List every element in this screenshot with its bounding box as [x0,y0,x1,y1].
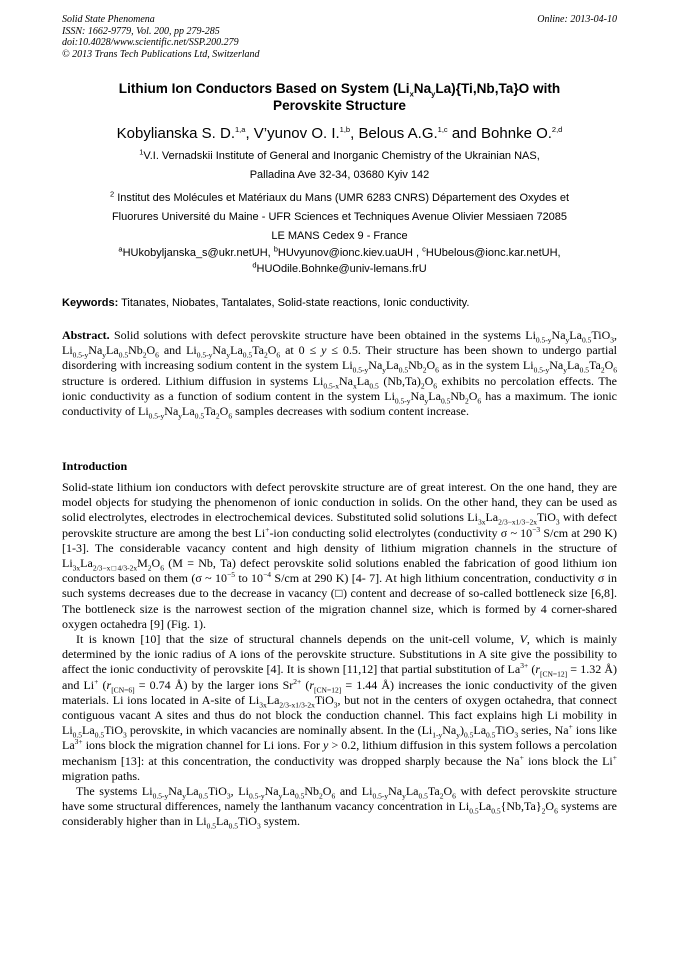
paragraph: The systems $Li_{0.5-y}Na_yLa_{0.5}TiO_3$, $Li_{0.5-y}Na_yLa_{0.5}Nb_2O_6$ and $Li_{0.5-y}Na_yLa_{0.5}Ta_2O_6$ with defect perovskite structure have some structural differences, namely the lanthanum vacancy concentration in $Li_{0.5}La_{0.5}\{Nb,Ta\}_2O_6$ systems are considerably higher than in $Li_{0.5}La_{0.5}TiO_3$ system. [62,784,617,831]
author-list: Kobylianska S. D.$^{1,a}$, V’yunov O. I.$^{1,b}$, Belous A.G.$^{1,c}$ and Bohnke O.$^{2,d}$ [116,125,563,142]
email-link[interactable]: HUkobyljanska_s@ukr.netUH, [122,247,274,259]
author-name: and Bohnke O. [447,125,552,142]
author-emails: $^a$HUkobyljanska_s@ukr.netUH, $^b$HUvyunov@ionc.kiev.uaUH , $^c$HUbelous@ionc.kar.netUH, $^d$HUOdile.Bohnke@univ-lemans.frU [118,244,561,275]
introduction-body [62,480,617,830]
journal-doi: doi:10.4028/www.scientific.net/SSP.200.279 [62,37,239,48]
journal-header [62,14,617,60]
email-link[interactable]: HUOdile.Bohnke@univ-lemans.frU [256,263,427,275]
keywords-text: Titanates, Niobates, Tantalates, Solid-state reactions, Ionic conductivity. [118,297,470,309]
email-link[interactable]: HUvyunov@ionc.kiev.uaUH , [277,247,423,259]
paper-title: Lithium Ion Conductors Based on System $(Li_xNa_yLa)\{Ti,Nb,Ta\}O$ with Perovskite Structure [118,81,561,113]
affiliation-1: $^1$V.I. Vernadskii Institute of General and Inorganic Chemistry of the Ukrainian NAS, Palladina Ave 32-34, 03680 Kyiv 142 [139,147,540,181]
abstract-label: Abstract. [62,328,110,342]
abstract: Abstract. Solid solutions with defect perovskite structure have been obtained in the systems $Li_{0.5-y}Na_yLa_{0.5}TiO_3$, $Li_{0.5-y}Na_yLa_{0.5}Nb_2O_6$ and $Li_{0.5-y}Na_yLa_{0.5}Ta_2O_6$ at 0 ≤ y ≤ 0.5. Their structure has been shown to undergo partial disordering with increasing sodium content in the system $Li_{0.5-y}Na_yLa_{0.5}Nb_2O_6$ as in the system $Li_{0.5-y}Na_yLa_{0.5}Ta_2O_6$ structure is ordered. Lithium diffusion in systems $Li_{0.5-x}Na_xLa_{0.5}$ $(Nb,Ta)_2O_6$ exhibits no percolation effects. The ionic conductivity as a function of sodium content in the system $Li_{0.5-y}Na_yLa_{0.5}Nb_2O_6$ has a maximum. The ionic conductivity of $Li_{0.5-y}Na_yLa_{0.5}Ta_2O_6$ samples decreases with sodium content increase. [62,328,618,421]
journal-copyright: © 2013 Trans Tech Publications Ltd, Switzerland [62,48,260,60]
paragraph: Solid-state lithium ion conductors with defect perovskite structure are of great interest. On the one hand, they are model objects for studying the phenomenon of ionic conduction in solids. On the other hand, they can be used as solid electrolytes, electrodes in electrochemical devices. Substituted solid solutions $Li_{3x}La_{2/3-x1/3-2x}TiO_3$ with defect perovskite structure are among the best Li+-ion conducting solid electrolytes (conductivity σ ~ $10^{-3}$ S/cm at 290 K) [1-3]. The considerable vacancy content and high density of lithium migration channels in the structure of $Li_{3x}La_{2/3-x□4/3-2x}M_2O_6$ (M = Nb, Ta) defect perovskite solid solutions enabled the fabrication of good lithium ion conductors based on them (σ ~ $10^{-5}$ to $10^{-4}$ S/cm at 290 K) [4- 7]. At high lithium concentration, conductivity σ in such systems decreases due to the decrease in vacancy (□) content and decrease of so-called bottleneck size [6,8]. The bottleneck size is the narrowest section of the migration channel size, which is formed by 4 corner-shared oxygen octahedra [9] (Fig. 1). [62,480,617,631]
journal-issn: ISSN: 1662-9779, Vol. 200, pp 279-285 [62,25,220,37]
author-name: , V’yunov O. I. [245,125,340,142]
affiliation-2: $^2$ Institut des Molécules et Matériaux du Mans (UMR 6283 CNRS) Département des Oxydes et Fluorures Université du Maine - UFR Sciences et Techniques Avenue Olivier Messiaen 72085 LE MANS Cedex 9 - France [109,189,570,242]
journal-name: Solid State Phenomena [62,14,155,25]
author-name: Kobylianska S. D. [116,125,236,142]
email-link[interactable]: HUbelous@ionc.kar.netUH, [425,247,561,259]
section-heading-introduction: Introduction [62,459,128,473]
online-date: Online: 2013-04-10 [537,14,617,25]
paragraph: It is known [10] that the size of structural channels depends on the unit-cell volume, V, which is mainly determined by the ionic radius of A ions of the perovskite structure. Substitutions in A site give the possibility to affect the ionic conductivity of perovskite [4]. It is shown [11,12] that partial substitution of $La^{3+}$ ($r_{[CN=12]} = 1.32$ Å) and Li+ ($r_{[CN=6]} = 0.74$ Å) by the larger ions $Sr^{2+}$ ($r_{[CN=12]} = 1.44$ Å) increases the ionic conductivity of the given materials. Li ions located in A-site of $Li_{3x}La_{2/3-x1/3-2x}TiO_3$, but not in the centers of oxygen octahedra, that connect contiguous vacant A sites and thus do not block the conduction channel. This fact explains high Li mobility in $Li_{0.5}La_{0.5}TiO_3$ perovskite, in which vacancies are nominally absent. In the $(Li_{1-y}Na_y)_{0.5}La_{0.5}TiO_3$ series, Na+ ions like $La^{3+}$ ions block the migration channel for Li ions. For y > 0.2, lithium diffusion in this system follows a percolation mechanism [13]: at this concentration, the conductivity was dropped sharply because the Na+ ions block the Li+ migration paths. [62,632,618,783]
keywords [62,296,617,311]
author-name: , Belous A.G. [350,125,438,142]
keywords-label: Keywords: [62,297,119,309]
